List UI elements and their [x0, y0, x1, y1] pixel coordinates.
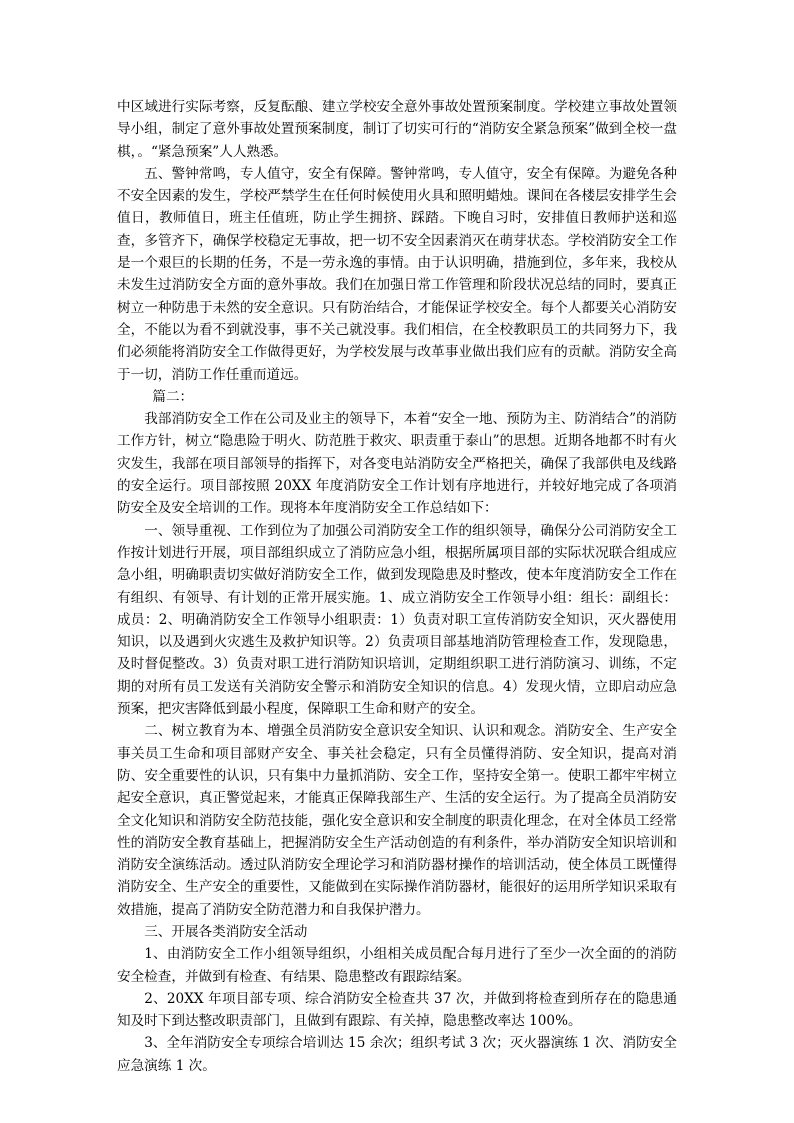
document-page: [117, 96, 677, 1077]
paragraph-part-two-heading: 篇二：: [152, 388, 194, 405]
paragraph-section-one: 一、领导重视、工作到位为了加强公司消防安全工作的组织领导，确保分公司消防安全工作按计划进行开展，项目部组织成立了消防应急小组，根据所属项目部的实际状况联合组成应急小组，明确职责切实做好消防安全工作，做到发现隐患及时整改，使本年度消防安全工作在有组织、有领导、有计划的正常开展实施。1、成立消防安全工作领导小组：组长：副组长：成员：2、明确消防安全工作领导小组职责：1）负责对职工宣传消防安全知识，灭火器使用知识，以及遇到火灾逃生及救护知识等。2）负责项目部基地消防管理检查工作，发现隐患，及时督促整改。3）负责对职工进行消防知识培训，定期组织职工进行消防演习、训练，不定期的对所有员工发送有关消防安全警示和消防安全知识的信息。4）发现火情，立即启动应急预案，把灾害降低到最小程度，保障职工生命和财产的安全。: [117, 522, 677, 718]
paragraph-section-five: 五、警钟常鸣，专人值守，安全有保障。警钟常鸣，专人值守，安全有保障。为避免各种不安全因素的发生，学校严禁学生在任何时候使用火具和照明蜡烛。课间在各楼层安排学生会值日，教师值日，班主任值班，防止学生拥挤、踩踏。下晚自习时，安排值日教师护送和巡查，多管齐下，确保学校稳定无事故，把一切不安全因素消灭在萌芽状态。学校消防安全工作是一个艰巨的长期的任务，不是一劳永逸的事情。由于认识明确，措施到位，多年来，我校从未发生过消防安全方面的意外事故。我们在加强日常工作管理和阶段状况总结的同时，要真正树立一种防患于未然的安全意识。只有防治结合，才能保证学校安全。每个人都要关心消防安全，不能以为看不到就没事，事不关己就没事。我们相信，在全校教职员工的共同努力下，我们必须能将消防安全工作做得更好，为学校发展与改革事业做出我们应有的贡献。消防安全高于一切，消防工作任重而道远。: [117, 165, 677, 383]
paragraph-item-two: 2、20XX 年项目部专项、综合消防安全检查共 37 次，并做到将检查到所存在的隐患通知及时下到达整改职责部门，且做到有跟踪、有关掉，隐患整改率达 100%。: [117, 990, 677, 1030]
paragraph-intro: 中区域进行实际考察，反复酝酿、建立学校安全意外事故处置预案制度。学校建立事故处置领导小组，制定了意外事故处置预案制度，制订了切实可行的“消防安全紧急预案”做到全校一盘棋，。“紧急预案”人人熟悉。: [117, 99, 677, 160]
paragraph-section-three-heading: 三、开展各类消防安全活动: [144, 923, 308, 940]
paragraph-part-two-intro: 我部消防安全工作在公司及业主的领导下，本着“安全一地、预防为主、防消结合”的消防工作方针，树立“隐患险于明火、防范胜于救灾、职责重于泰山”的思想。近期各地都不时有火灾发生，我部在项目部领导的指挥下，对各变电站消防安全严格把关，确保了我部供电及线路的安全运行。项目部按照 20XX 年度消防安全工作计划有序地进行，并较好地完成了各项消防安全及安全培训的工作。现将本年度消防安全工作总结如下：: [117, 411, 677, 517]
paragraph-item-three: 3、全年消防安全专项综合培训达 15 余次；组织考试 3 次；灭火器演练 1 次、消防安全应急演练 1 次。: [117, 1035, 677, 1074]
paragraph-section-two: 二、树立教育为本、增强全员消防安全意识安全知识、认识和观念。消防安全、生产安全事关员工生命和项目部财产安全、事关社会稳定，只有全员懂得消防、安全知识，提高对消防、安全重要性的认识，只有集中力量抓消防、安全工作，坚持安全第一。使职工都牢牢树立起安全意识，真正警觉起来，才能真正保障我部生产、生活的安全运行。为了提高全员消防安全文化知识和消防安全防范技能，强化安全意识和安全制度的职责化理念，在对全体员工经常性的消防安全教育基础上，把握消防安全生产活动创造的有利条件，举办消防安全知识培训和消防安全演练活动。透过队消防安全理论学习和消防器材操作的培训活动，使全体员工既懂得消防安全、生产安全的重要性，又能做到在实际操作消防器材，能很好的运用所学知识采取有效措施，提高了消防安全防范潜力和自我保护潜力。: [117, 723, 677, 918]
paragraph-item-one: 1、由消防安全工作小组领导组织，小组相关成员配合每月进行了至少一次全面的的消防安全检查，并做到有检查、有结果、隐患整改有跟踪结案。: [117, 946, 677, 985]
